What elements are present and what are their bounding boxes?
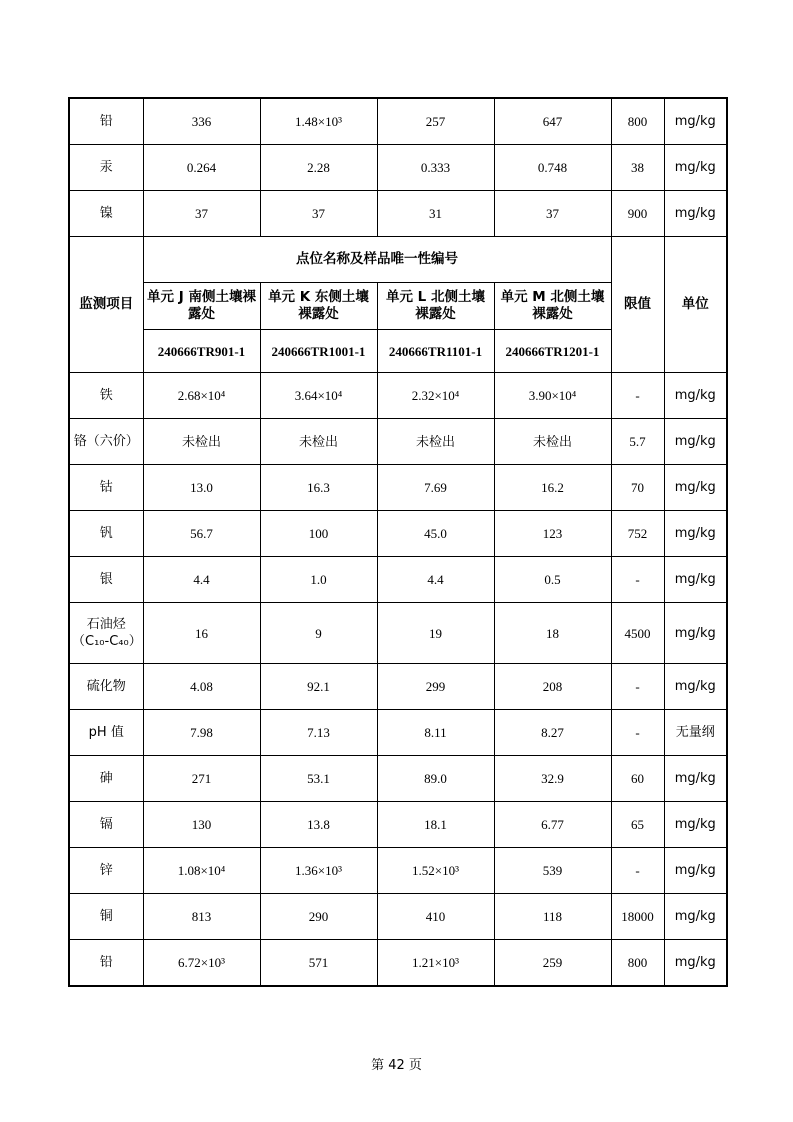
cell-limit: 5.7 [611, 419, 664, 465]
table-row [69, 848, 727, 894]
cell-value: 32.9 [494, 756, 611, 802]
table-row [69, 603, 727, 664]
cell-value: 7.69 [377, 465, 494, 511]
cell-value: 未检出 [377, 419, 494, 465]
header-limit-label: 限值 [611, 237, 664, 373]
monitoring-results-table [68, 97, 728, 987]
cell-value: 571 [260, 940, 377, 987]
cell-item: 铅 [69, 98, 143, 145]
data-rows [69, 373, 727, 987]
cell-value: 647 [494, 98, 611, 145]
cell-value: 3.64×10⁴ [260, 373, 377, 419]
cell-unit: mg/kg [664, 664, 727, 710]
page-number: 第 42 页 [371, 1058, 422, 1073]
header-unit-label: 单位 [664, 237, 727, 373]
cell-unit: 无量纲 [664, 710, 727, 756]
cell-value: 37 [494, 191, 611, 237]
cell-value: 2.68×10⁴ [143, 373, 260, 419]
cell-item: pH 值 [69, 710, 143, 756]
cell-value: 123 [494, 511, 611, 557]
cell-value: 89.0 [377, 756, 494, 802]
cell-value: 16.3 [260, 465, 377, 511]
header-code-k: 240666TR1001-1 [260, 330, 377, 373]
table-row [69, 145, 727, 191]
cell-value: 290 [260, 894, 377, 940]
cell-value: 7.13 [260, 710, 377, 756]
top-rows [69, 98, 727, 237]
table-row [69, 465, 727, 511]
table-row [69, 664, 727, 710]
cell-value: 18 [494, 603, 611, 664]
cell-limit: - [611, 664, 664, 710]
header-item-label: 监测项目 [69, 237, 143, 373]
cell-value: 271 [143, 756, 260, 802]
cell-value: 2.28 [260, 145, 377, 191]
cell-value: 45.0 [377, 511, 494, 557]
cell-limit: 60 [611, 756, 664, 802]
cell-value: 92.1 [260, 664, 377, 710]
cell-item: 锌 [69, 848, 143, 894]
cell-value: 0.264 [143, 145, 260, 191]
header-group-label: 点位名称及样品唯一性编号 [143, 237, 611, 283]
cell-value: 257 [377, 98, 494, 145]
header-code-m: 240666TR1201-1 [494, 330, 611, 373]
cell-limit: - [611, 557, 664, 603]
table-row [69, 756, 727, 802]
cell-value: 4.4 [143, 557, 260, 603]
header-point-m: 单元 M 北侧土壤裸露处 [494, 283, 611, 330]
cell-limit: 38 [611, 145, 664, 191]
table-row [69, 511, 727, 557]
cell-value: 0.333 [377, 145, 494, 191]
cell-unit: mg/kg [664, 98, 727, 145]
cell-limit: - [611, 373, 664, 419]
cell-unit: mg/kg [664, 191, 727, 237]
cell-value: 259 [494, 940, 611, 987]
cell-value: 410 [377, 894, 494, 940]
cell-value: 未检出 [143, 419, 260, 465]
cell-value: 813 [143, 894, 260, 940]
header-point-j: 单元 J 南侧土壤裸露处 [143, 283, 260, 330]
cell-limit: - [611, 848, 664, 894]
cell-item: 镍 [69, 191, 143, 237]
cell-limit: 4500 [611, 603, 664, 664]
cell-item: 砷 [69, 756, 143, 802]
cell-value: 37 [260, 191, 377, 237]
cell-unit: mg/kg [664, 756, 727, 802]
cell-unit: mg/kg [664, 465, 727, 511]
table-header [69, 237, 727, 373]
cell-value: 18.1 [377, 802, 494, 848]
cell-item: 银 [69, 557, 143, 603]
cell-unit: mg/kg [664, 603, 727, 664]
cell-value: 未检出 [494, 419, 611, 465]
cell-item: 铅 [69, 940, 143, 987]
cell-item: 铜 [69, 894, 143, 940]
cell-unit: mg/kg [664, 940, 727, 987]
cell-limit: 800 [611, 98, 664, 145]
cell-value: 16 [143, 603, 260, 664]
cell-limit: - [611, 710, 664, 756]
cell-limit: 800 [611, 940, 664, 987]
cell-value: 336 [143, 98, 260, 145]
cell-limit: 752 [611, 511, 664, 557]
cell-value: 56.7 [143, 511, 260, 557]
cell-unit: mg/kg [664, 557, 727, 603]
cell-limit: 70 [611, 465, 664, 511]
cell-value: 8.27 [494, 710, 611, 756]
cell-value: 未检出 [260, 419, 377, 465]
cell-value: 130 [143, 802, 260, 848]
cell-value: 7.98 [143, 710, 260, 756]
cell-value: 3.90×10⁴ [494, 373, 611, 419]
cell-item: 汞 [69, 145, 143, 191]
cell-item: 铁 [69, 373, 143, 419]
table-row [69, 710, 727, 756]
cell-value: 4.4 [377, 557, 494, 603]
cell-value: 6.72×10³ [143, 940, 260, 987]
cell-value: 118 [494, 894, 611, 940]
cell-unit: mg/kg [664, 511, 727, 557]
table-row [69, 191, 727, 237]
cell-value: 9 [260, 603, 377, 664]
table-row [69, 894, 727, 940]
cell-unit: mg/kg [664, 802, 727, 848]
cell-item: 石油烃（C₁₀-C₄₀） [69, 603, 143, 664]
table-row [69, 419, 727, 465]
cell-unit: mg/kg [664, 145, 727, 191]
cell-unit: mg/kg [664, 848, 727, 894]
cell-value: 13.8 [260, 802, 377, 848]
cell-value: 16.2 [494, 465, 611, 511]
cell-value: 1.21×10³ [377, 940, 494, 987]
cell-value: 0.5 [494, 557, 611, 603]
header-code-j: 240666TR901-1 [143, 330, 260, 373]
cell-value: 13.0 [143, 465, 260, 511]
cell-limit: 900 [611, 191, 664, 237]
cell-value: 1.08×10⁴ [143, 848, 260, 894]
cell-item: 钴 [69, 465, 143, 511]
cell-unit: mg/kg [664, 894, 727, 940]
table-row [69, 940, 727, 987]
cell-value: 53.1 [260, 756, 377, 802]
cell-unit: mg/kg [664, 373, 727, 419]
cell-value: 2.32×10⁴ [377, 373, 494, 419]
cell-unit: mg/kg [664, 419, 727, 465]
cell-value: 1.0 [260, 557, 377, 603]
cell-value: 299 [377, 664, 494, 710]
cell-value: 6.77 [494, 802, 611, 848]
table-row [69, 98, 727, 145]
header-point-l: 单元 L 北侧土壤裸露处 [377, 283, 494, 330]
table-row [69, 802, 727, 848]
cell-value: 539 [494, 848, 611, 894]
table-row [69, 373, 727, 419]
cell-value: 4.08 [143, 664, 260, 710]
cell-value: 1.48×10³ [260, 98, 377, 145]
cell-item: 镉 [69, 802, 143, 848]
cell-value: 100 [260, 511, 377, 557]
header-code-l: 240666TR1101-1 [377, 330, 494, 373]
cell-item: 铬（六价） [69, 419, 143, 465]
cell-value: 1.36×10³ [260, 848, 377, 894]
cell-value: 19 [377, 603, 494, 664]
cell-limit: 18000 [611, 894, 664, 940]
cell-value: 1.52×10³ [377, 848, 494, 894]
cell-limit: 65 [611, 802, 664, 848]
cell-value: 8.11 [377, 710, 494, 756]
cell-item: 硫化物 [69, 664, 143, 710]
cell-value: 37 [143, 191, 260, 237]
cell-item: 钒 [69, 511, 143, 557]
header-point-k: 单元 K 东侧土壤裸露处 [260, 283, 377, 330]
table-row [69, 557, 727, 603]
cell-value: 208 [494, 664, 611, 710]
cell-value: 31 [377, 191, 494, 237]
cell-value: 0.748 [494, 145, 611, 191]
